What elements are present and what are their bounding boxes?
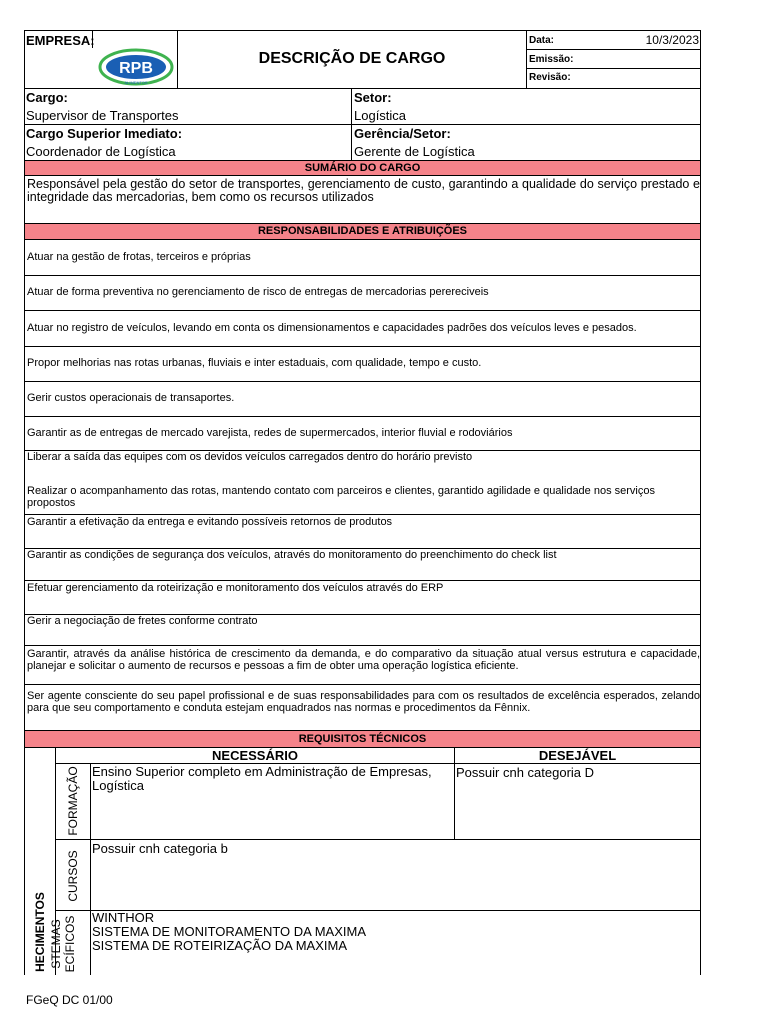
col-necessario-header: NECESSÁRIO	[212, 748, 298, 763]
formacao-necessario: Ensino Superior completo em Administração de Empresas, Logística	[92, 764, 432, 793]
superior-value: Coordenador de Logística	[26, 144, 176, 159]
gerencia-value: Gerente de Logística	[354, 144, 475, 159]
revisao-label: Revisão:	[529, 72, 571, 83]
requisitos-title: REQUISITOS TÉCNICOS	[298, 733, 427, 745]
cursos-label: CURSOS	[66, 850, 80, 902]
sistema-item: SISTEMA DE ROTEIRIZAÇÃO DA MAXIMA	[92, 938, 347, 953]
col-desejavel-header: DESEJÁVEL	[538, 748, 617, 763]
company-logo	[98, 48, 174, 86]
responsibility-item: Atuar na gestão de frotas, terceiros e próprias	[27, 251, 251, 263]
responsibility-item: Garantir a efetivação da entrega e evitando possíveis retornos de produtos	[27, 516, 393, 528]
responsibility-item: Propor melhorias nas rotas urbanas, fluviais e inter estaduais, com qualidade, tempo e custo.	[27, 357, 482, 369]
responsibility-item: Liberar a saída das equipes com os devidos veículos carregados dentro do horário previsto	[27, 451, 473, 463]
sistema-item: WINTHOR	[92, 910, 155, 925]
gerencia-label: Gerência/Setor:	[354, 126, 451, 141]
responsabilidades-title: RESPONSABILIDADES E ATRIBUIÇÕES	[257, 225, 468, 237]
responsibility-item: Atuar no registro de veículos, levando em conta os dimensionamentos e capacidades padrões dos veículos leves e pesados.	[27, 322, 637, 334]
responsibility-item: Realizar o acompanhamento das rotas, mantendo contato com parceiros e clientes, garantido agilidade e qualidade nos serviços propostos	[27, 485, 655, 509]
responsibility-item: Gerir a negociação de fretes conforme contrato	[27, 615, 258, 627]
data-value: 10/3/2023	[645, 33, 699, 47]
conhecimentos-group-label: HECIMENTOS	[33, 892, 47, 972]
sumario-title: SUMÁRIO DO CARGO	[304, 162, 421, 174]
responsibility-item: Garantir as de entregas de mercado varejista, redes de supermercados, interior fluvial e rodoviários	[27, 427, 513, 439]
responsibility-item: Gerir custos operacionais de transaportes.	[27, 392, 235, 404]
sistemas-label-line1: STEMAS	[49, 919, 63, 969]
responsibility-item: Atuar de forma preventiva no gerenciamento de risco de entregas de mercadorias perereciveis	[27, 286, 489, 298]
sistema-item: SISTEMA DE MONITORAMENTO DA MAXIMA	[92, 924, 367, 939]
logo-text: RPB	[119, 60, 153, 77]
sistemas-label-line2: ECÍFICOS	[63, 915, 77, 973]
responsibility-item: Efetuar gerenciamento da roteirização e monitoramento dos veículos através do ERP	[27, 582, 444, 594]
formacao-desejavel: Possuir cnh categoria D	[456, 765, 595, 780]
responsibility-item: Garantir, através da análise histórica de crescimento da demanda, e do comparativo da situação atual versus estrutura e capacidade, planejar e solicitar o aumento de recursos e pessoas a fim de obter uma operação logística eficiente.	[27, 648, 700, 672]
cursos-necessario: Possuir cnh categoria b	[92, 841, 228, 856]
data-label: Data:	[529, 35, 555, 46]
responsibility-item: Ser agente consciente do seu papel profissional e de suas responsabilidades para com os resultados de excelência esperados, zelando para que seu comportamento e conduta estejam enquadrados nas normas e procedimentos da Fênnix.	[27, 690, 700, 714]
cargo-value: Supervisor de Transportes	[26, 108, 179, 123]
empresa-label: EMPRESA:	[26, 33, 95, 48]
logo-subtext: ALIMENTOS	[124, 80, 148, 85]
emissao-label: Emissão:	[529, 54, 574, 65]
sumario-text: Responsável pela gestão do setor de transportes, gerenciamento de custo, garantindo a qualidade do serviço prestado e integridade das mercadorias, bem como os recursos utilizados	[27, 177, 700, 204]
superior-label: Cargo Superior Imediato:	[26, 126, 183, 141]
responsibility-item: Garantir as condições de segurança dos veículos, através do monitoramento do preenchimento do check list	[27, 549, 557, 561]
setor-value: Logística	[354, 108, 407, 123]
setor-label: Setor:	[354, 90, 392, 105]
cargo-label: Cargo:	[26, 90, 68, 105]
formacao-label: FORMAÇÃO	[66, 766, 80, 836]
page-title: DESCRIÇÃO DE CARGO	[258, 50, 446, 67]
form-code: FGeQ DC 01/00	[26, 993, 113, 1007]
